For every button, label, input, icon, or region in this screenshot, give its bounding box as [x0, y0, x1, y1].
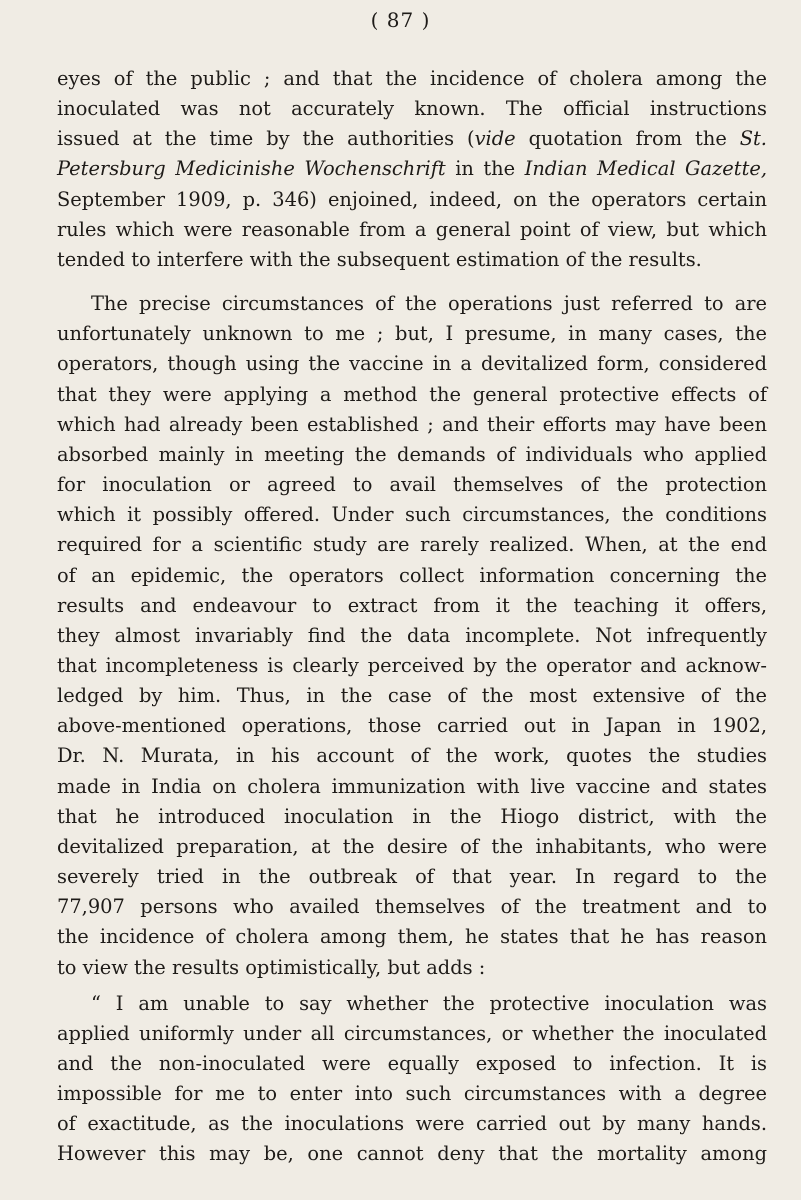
text-run: issued at the time by the authorities ( [57, 127, 475, 151]
text-line: that incompleteness is clearly perceived by the operator and acknow- [57, 653, 767, 677]
text-line: However this may be, one cannot deny that the mortality among [57, 1142, 767, 1166]
text-line: Dr. N. Murata, in his account of the work, quotes the studies [57, 744, 767, 768]
text-line: September 1909, p. 346) enjoined, indeed, on the operators certain [57, 187, 767, 211]
text-run: in the [445, 157, 525, 181]
text-line: rules which were reasonable from a general point of view, but which [57, 217, 767, 241]
text-line: operators, though using the vaccine in a devitalized form, considered [57, 352, 767, 376]
text-line: of an epidemic, the operators collect information concerning the [57, 563, 767, 587]
text-line: of exactitude, as the inoculations were carried out by many hands. [57, 1112, 767, 1136]
text-line: severely tried in the outbreak of that year. In regard to the [57, 865, 767, 889]
italic-st: St. [739, 127, 767, 151]
text-line: which had already been established ; and their efforts may have been [57, 412, 767, 436]
paragraph-gap [57, 275, 767, 289]
text-run: quotation from the [515, 127, 740, 151]
text-line: for inoculation or agreed to avail themselves of the protection [57, 473, 767, 497]
text-line: made in India on cholera immunization with live vaccine and states [57, 774, 767, 798]
text-line [57, 154, 767, 184]
text-line: results and endeavour to extract from it the teaching it offers, [57, 593, 767, 617]
text-line: The precise circumstances of the operations just referred to are [91, 292, 767, 316]
text-line: inoculated was not accurately known. The official instructions [57, 97, 767, 121]
text-line: tended to interfere with the subsequent estimation of the results. [57, 247, 702, 271]
page-number: ( 87 ) [370, 8, 431, 32]
text-line: to view the results optimistically, but adds : [57, 955, 486, 979]
text-line: that he introduced inoculation in the Hiogo district, with the [57, 804, 767, 828]
italic-gazette-title: Indian Medical Gazette, [524, 157, 768, 181]
text-line: the incidence of cholera among them, he states that he has reason [57, 925, 767, 949]
text-line: impossible for me to enter into such circumstances with a degree [57, 1082, 767, 1106]
text-line: unfortunately unknown to me ; but, I presume, in many cases, the [57, 322, 767, 346]
body-text [57, 64, 767, 1170]
paragraph-2 [57, 289, 767, 983]
text-line: which it possibly offered. Under such circumstances, the conditions [57, 503, 767, 527]
italic-vide: vide [474, 127, 516, 151]
text-line: applied uniformly under all circumstances, or whether the inoculated [57, 1021, 767, 1045]
text-line: absorbed mainly in meeting the demands of individuals who applied [57, 442, 767, 466]
text-line: above-mentioned operations, those carried out in Japan in 1902, [57, 714, 767, 738]
text-line: they almost invariably find the data incomplete. Not infrequently [57, 623, 767, 647]
text-line: eyes of the public ; and that the incidence of cholera among the [57, 67, 767, 90]
italic-journal-title: Petersburg Medicinishe Wochenschrift [57, 157, 446, 181]
text-line: ledged by him. Thus, in the case of the most extensive of the [57, 684, 767, 708]
text-line: that they were applying a method the general protective effects of [57, 382, 767, 406]
text-line: required for a scientific study are rarely realized. When, at the end [57, 533, 767, 557]
text-line: “ I am unable to say whether the protective inoculation was [91, 991, 767, 1015]
paragraph-1 [57, 64, 767, 275]
text-line: and the non-inoculated were equally exposed to infection. It is [57, 1052, 767, 1075]
text-line [57, 124, 767, 154]
text-line: devitalized preparation, at the desire of the inhabitants, who were [57, 834, 767, 858]
text-line: 77,907 persons who availed themselves of the treatment and to [57, 895, 767, 919]
paragraph-3-quotation [57, 989, 767, 1170]
